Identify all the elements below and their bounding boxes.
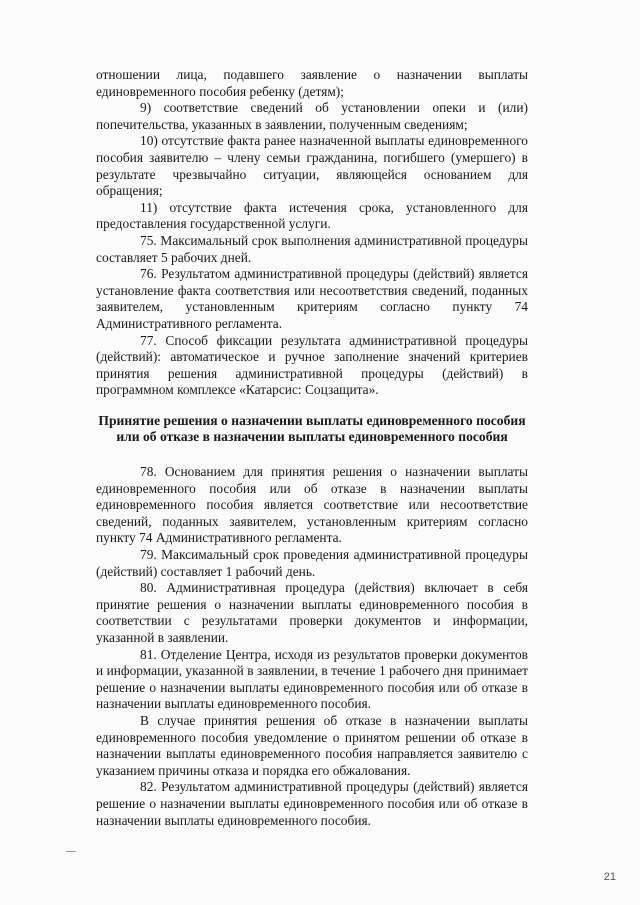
paragraph: 79. Максимальный срок проведения административной процедуры (действий) составляет 1 рабочий день. [96, 547, 528, 579]
paragraph: 82. Результатом административной процедуры (действий) является решение о назначении выплаты единовременного пособия или об отказе в назначении выплаты единовременного пособия. [96, 779, 528, 828]
paragraph: 81. Отделение Центра, исходя из результатов проверки документов и информации, указанной в заявлении, в течение 1 рабочего дня принимает решение о назначении выплаты единовременного пособия или об отказе в назначении выплаты единовременного пособия. [96, 646, 528, 712]
paragraph: 75. Максимальный срок выполнения административной процедуры составляет 5 рабочих дней. [96, 232, 528, 265]
page-number: 21 [603, 871, 616, 883]
section-heading: Принятие решения о назначении выплаты единовременного пособия или об отказе в назначении выплаты единовременного пособия [98, 412, 526, 445]
paragraph: 78. Основанием для принятия решения о назначении выплаты единовременного пособия или об отказе в назначении выплаты единовременного пособия является соответствие или несоответствие сведений, поданных заявителем, установленным критериям согласно пункту 74 Административного регламента. [96, 464, 528, 546]
paragraph: отношении лица, подавшего заявление о назначении выплаты единовременного пособия ребенку (детям); [96, 67, 528, 99]
paragraphs-after-heading [96, 464, 528, 829]
paragraph: 76. Результатом административной процедуры (действий) является установление факта соответствия или несоответствия сведений, поданных заявителем, установленным критериям согласно пункту 74 Административного регламента. [96, 266, 528, 331]
paragraph: 77. Способ фиксации результата административной процедуры (действий): автоматическое и ручное заполнение значений критериев принятия решения административной процедуры (действий) в программном комплексе «Катарсис: Соцзащита». [96, 332, 528, 398]
paragraph: В случае принятия решения об отказе в назначении выплаты единовременного пособия уведомление о принятом решении об отказе в назначении выплаты единовременного пособия направляется заявителю с указанием причины отказа и порядка его обжалования. [96, 712, 528, 778]
paragraph: 80. Административная процедура (действия) включает в себя принятие решения о назначении выплаты единовременного пособия в соответствии с результатами проверки документов и информации, указанной в заявлении. [96, 580, 528, 645]
paragraphs-before-heading [96, 67, 528, 399]
paragraph: 9) соответствие сведений об установлении опеки и (или) попечительства, указанных в заявлении, полученным сведениям; [96, 100, 528, 132]
paragraph: 10) отсутствие факта ранее назначенной выплаты единовременного пособия заявителю – члену семьи гражданина, погибшего (умершего) в результате чрезвычайно ситуации, являющейся основанием для обращения; [96, 133, 528, 199]
document-body [96, 67, 528, 829]
paragraph: 11) отсутствие факта истечения срока, установленного для предоставления государственной услуги. [96, 199, 528, 232]
margin-mark [66, 851, 76, 852]
